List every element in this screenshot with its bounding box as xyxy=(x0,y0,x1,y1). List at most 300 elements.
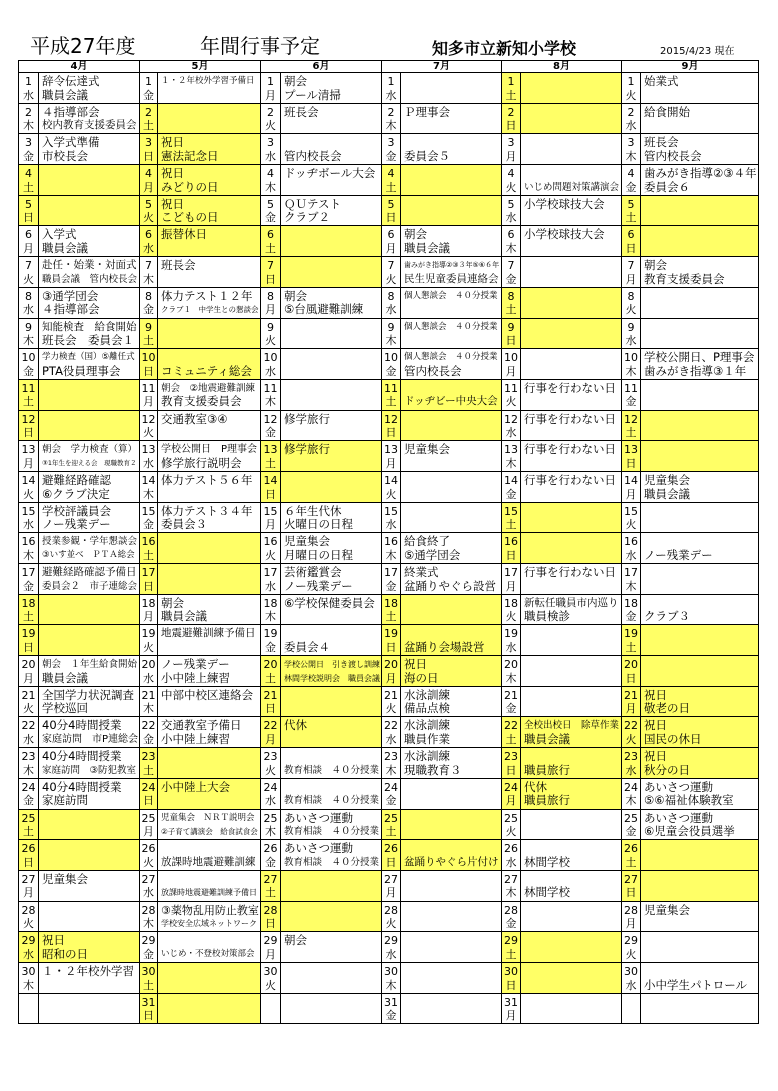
event-line-2: 教育支援委員会 xyxy=(161,395,242,409)
day-cell xyxy=(140,134,158,165)
event-line-1 xyxy=(524,750,620,764)
day-number: 5 xyxy=(25,197,32,211)
day-number: 3 xyxy=(267,136,274,150)
event-line-2 xyxy=(161,794,259,808)
weekday: 水 xyxy=(23,88,34,102)
event-cell xyxy=(401,104,502,135)
event-line-1: 小中陸上大会 xyxy=(161,780,230,794)
event-line-1: 入学式 xyxy=(42,228,77,242)
day-number: 2 xyxy=(145,105,152,119)
day-number: 3 xyxy=(507,136,515,150)
day-number: 15 xyxy=(141,504,156,518)
weekday: 土 xyxy=(625,211,637,225)
event-cell xyxy=(641,73,759,104)
day-number: 27 xyxy=(504,872,518,886)
event-cell xyxy=(641,288,759,319)
event-line-1: ６年生代休 xyxy=(284,504,342,518)
weekday: 土 xyxy=(505,947,517,961)
day-number: 11 xyxy=(384,381,398,395)
weekday: 日 xyxy=(385,640,397,654)
event-line-2: ②子育て講演会 給食試食会 xyxy=(161,827,258,837)
event-line-1 xyxy=(42,167,138,181)
day-cell xyxy=(382,656,401,687)
weekday: 金 xyxy=(23,364,34,378)
event-cell xyxy=(641,319,759,350)
day-number: 19 xyxy=(384,627,398,641)
day-number: 23 xyxy=(384,750,398,764)
event-line-1 xyxy=(284,689,380,703)
event-line-2 xyxy=(404,979,500,993)
day-cell xyxy=(19,625,39,656)
event-cell xyxy=(521,319,622,350)
weekday: 火 xyxy=(625,303,637,317)
weekday: 火 xyxy=(143,640,154,654)
event-line-1 xyxy=(404,474,500,488)
weekday: 日 xyxy=(505,763,517,777)
event-line-2: 教育支援委員会 xyxy=(644,272,725,286)
event-line-2 xyxy=(284,119,380,133)
event-cell xyxy=(401,840,502,871)
event-line-2 xyxy=(524,89,620,103)
day-cell xyxy=(382,104,401,135)
event-line-2 xyxy=(524,211,620,225)
event-line-2 xyxy=(42,825,138,839)
weekday: 木 xyxy=(625,794,637,808)
weekday: 火 xyxy=(385,487,397,501)
day-cell xyxy=(622,656,641,687)
day-cell xyxy=(19,288,39,319)
event-line-2 xyxy=(404,89,500,103)
event-line-2: 職員旅行 xyxy=(524,794,570,808)
day-cell xyxy=(19,595,39,626)
event-line-2: ノー残業デー xyxy=(42,518,111,532)
day-cell xyxy=(19,533,39,564)
event-cell xyxy=(39,779,140,810)
event-line-2: 火曜日の日程 xyxy=(284,518,353,532)
event-cell xyxy=(39,411,140,442)
event-cell xyxy=(281,687,382,718)
event-line-2 xyxy=(404,334,500,348)
weekday xyxy=(261,1009,280,1023)
day-cell xyxy=(382,134,401,165)
event-line-1 xyxy=(644,842,757,856)
event-line-2: 小中陸上練習 xyxy=(161,671,230,685)
event-cell xyxy=(401,503,502,534)
event-line-1 xyxy=(524,996,620,1010)
event-cell xyxy=(158,441,261,472)
day-number: 28 xyxy=(141,903,156,917)
event-line-2 xyxy=(284,242,380,256)
day-number: 18 xyxy=(504,596,518,610)
event-line-2: 学校安全広域ネットワーク xyxy=(161,919,257,929)
day-number: 8 xyxy=(25,289,32,303)
event-line-2 xyxy=(284,610,380,624)
day-number: 24 xyxy=(504,780,518,794)
day-number: 22 xyxy=(263,719,278,733)
event-line-1: 終業式 xyxy=(404,566,439,579)
day-number: 14 xyxy=(141,473,156,487)
day-cell xyxy=(622,165,641,196)
day-cell xyxy=(140,349,158,380)
event-cell xyxy=(158,134,261,165)
weekday: 水 xyxy=(265,579,276,593)
event-line-2: 職員会議 xyxy=(42,88,88,102)
event-line-1: 振替休日 xyxy=(161,228,207,242)
day-cell xyxy=(261,932,281,963)
weekday: 金 xyxy=(143,947,154,961)
day-number: 13 xyxy=(624,443,638,457)
event-line-1: 水泳訓練 xyxy=(404,688,450,702)
event-line-2: 職員会議 xyxy=(404,242,450,256)
day-cell xyxy=(261,687,281,718)
weekday: 木 xyxy=(385,548,397,562)
day-number: 7 xyxy=(267,259,274,273)
event-line-2: コミュニティ総会 xyxy=(161,364,252,378)
weekday: 金 xyxy=(265,855,276,869)
weekday: 金 xyxy=(143,88,154,102)
day-cell xyxy=(19,472,39,503)
event-line-2 xyxy=(644,89,757,103)
weekday: 木 xyxy=(143,702,154,716)
event-cell xyxy=(281,963,382,994)
weekday: 水 xyxy=(143,671,154,685)
event-line-2 xyxy=(404,119,500,133)
event-line-2: 職員会議 管内校長会 xyxy=(42,273,138,285)
event-line-1 xyxy=(42,382,138,396)
weekday: 金 xyxy=(505,487,517,501)
day-cell xyxy=(622,564,641,595)
weekday: 月 xyxy=(505,794,517,808)
weekday: 水 xyxy=(143,456,154,470)
event-line-2: 教育相談 ４０分授業 xyxy=(284,764,380,776)
day-cell xyxy=(261,779,281,810)
weekday: 月 xyxy=(505,1009,517,1023)
event-line-1: ③通学団会 xyxy=(42,289,99,303)
event-cell xyxy=(521,871,622,902)
event-line-2: 林間学校 xyxy=(524,886,570,900)
event-line-1: 小学校球技大会 xyxy=(524,228,605,242)
weekday: 水 xyxy=(385,947,397,961)
event-line-2 xyxy=(404,181,500,195)
day-cell xyxy=(19,441,39,472)
day-cell xyxy=(502,196,521,227)
annual-schedule-table xyxy=(18,60,759,1024)
day-cell xyxy=(622,779,641,810)
day-number: 12 xyxy=(141,412,156,426)
weekday: 日 xyxy=(385,855,397,869)
event-line-1 xyxy=(161,351,259,365)
event-cell xyxy=(401,810,502,841)
weekday: 金 xyxy=(625,180,637,194)
event-line-2: 委員会４ xyxy=(284,640,330,654)
event-line-2 xyxy=(524,979,620,993)
event-cell xyxy=(521,196,622,227)
day-number: 14 xyxy=(263,473,278,487)
event-line-1 xyxy=(644,228,757,242)
event-line-1 xyxy=(404,781,500,795)
event-line-2: クラブ２ xyxy=(284,211,330,225)
event-cell xyxy=(641,165,759,196)
weekday: 水 xyxy=(625,763,637,777)
month-header: 6月 xyxy=(261,61,382,73)
event-line-1: 朝会 xyxy=(284,934,307,948)
weekday: 日 xyxy=(385,426,397,440)
day-number: 2 xyxy=(387,105,395,119)
event-cell xyxy=(521,411,622,442)
event-line-2 xyxy=(404,948,500,962)
day-number: 21 xyxy=(141,688,156,702)
day-cell xyxy=(502,779,521,810)
day-cell xyxy=(19,411,39,442)
day-number: 6 xyxy=(25,228,32,242)
event-line-1: 地震避難訓練予備日 xyxy=(161,627,256,640)
day-cell xyxy=(140,104,158,135)
day-cell xyxy=(502,871,521,902)
event-line-1 xyxy=(524,904,620,918)
event-line-1: 朝会 xyxy=(161,596,184,610)
event-line-1: 辞令伝達式 xyxy=(42,75,100,88)
weekday: 土 xyxy=(625,426,637,440)
day-number: 16 xyxy=(384,535,398,549)
event-line-1 xyxy=(524,842,620,856)
event-line-2 xyxy=(161,641,259,655)
event-cell xyxy=(39,472,140,503)
event-line-1 xyxy=(524,75,620,89)
weekday: 日 xyxy=(505,119,517,133)
event-line-1 xyxy=(404,136,500,150)
day-number xyxy=(622,996,640,1010)
event-cell xyxy=(521,288,622,319)
event-line-1 xyxy=(644,627,757,641)
day-cell xyxy=(502,503,521,534)
event-line-2 xyxy=(524,702,620,716)
event-line-2: 職員旅行 xyxy=(524,763,570,777)
event-cell xyxy=(521,625,622,656)
event-line-2 xyxy=(644,886,757,900)
weekday: 火 xyxy=(265,334,276,348)
weekday: 金 xyxy=(625,395,637,409)
weekday: 火 xyxy=(143,211,154,225)
weekday: 土 xyxy=(385,395,397,409)
event-cell xyxy=(39,503,140,534)
event-line-2 xyxy=(404,794,500,808)
event-line-2: 教育相談 ４０分授業 xyxy=(284,856,380,868)
day-cell xyxy=(382,257,401,288)
event-cell xyxy=(158,810,261,841)
day-cell xyxy=(502,932,521,963)
day-cell xyxy=(140,963,158,994)
day-number: 22 xyxy=(141,719,156,733)
event-cell xyxy=(401,932,502,963)
event-cell xyxy=(521,840,622,871)
day-cell xyxy=(140,472,158,503)
event-line-2 xyxy=(524,672,620,686)
event-cell xyxy=(401,533,502,564)
event-line-1: 水泳訓練 xyxy=(404,750,450,764)
event-line-1: 祝日 xyxy=(161,167,184,181)
event-line-2: みどりの日 xyxy=(161,180,219,194)
day-cell xyxy=(382,871,401,902)
event-line-1 xyxy=(161,873,259,887)
event-line-2: 憲法記念日 xyxy=(161,149,219,163)
event-line-1 xyxy=(284,965,380,979)
event-line-2 xyxy=(42,395,138,409)
event-cell xyxy=(39,288,140,319)
day-number: 15 xyxy=(21,504,36,518)
event-line-2: 備品点検 xyxy=(404,702,450,716)
event-line-2 xyxy=(42,886,138,900)
event-line-1 xyxy=(644,505,757,519)
event-line-2 xyxy=(644,395,757,409)
day-number: 17 xyxy=(384,566,398,579)
event-line-1: 40分4時間授業 xyxy=(42,719,122,733)
weekday: 火 xyxy=(265,763,276,777)
day-cell xyxy=(382,411,401,442)
day-cell xyxy=(382,288,401,319)
event-cell xyxy=(39,994,140,1025)
event-line-2: 林間学校 xyxy=(524,855,570,869)
day-number: 10 xyxy=(624,351,638,365)
weekday: 土 xyxy=(505,518,517,532)
weekday: 土 xyxy=(265,671,276,685)
event-cell xyxy=(39,932,140,963)
day-cell xyxy=(19,165,39,196)
event-line-1 xyxy=(644,658,757,672)
day-number: 18 xyxy=(21,596,36,610)
weekday: 土 xyxy=(23,395,34,409)
day-number: 5 xyxy=(267,197,274,211)
event-line-2: 校内教育支援委員会 xyxy=(42,119,137,132)
event-line-2 xyxy=(284,273,380,287)
event-cell xyxy=(281,165,382,196)
day-cell xyxy=(382,595,401,626)
event-line-2: 市校長会 xyxy=(42,149,88,163)
weekday: 土 xyxy=(265,886,276,900)
event-line-2: 国民の休日 xyxy=(644,733,702,747)
event-line-1: 避難経路確認 xyxy=(42,473,111,487)
weekday: 木 xyxy=(143,272,154,286)
event-line-2 xyxy=(161,580,259,594)
day-number: 23 xyxy=(21,750,36,764)
day-cell xyxy=(502,165,521,196)
event-cell xyxy=(401,73,502,104)
event-line-1 xyxy=(404,167,500,181)
event-cell xyxy=(641,595,759,626)
event-line-2 xyxy=(644,211,757,225)
weekday: 水 xyxy=(23,303,34,317)
event-cell xyxy=(401,564,502,595)
day-number: 27 xyxy=(263,872,278,886)
weekday: 日 xyxy=(505,548,517,562)
event-cell xyxy=(641,656,759,687)
event-line-2 xyxy=(524,273,620,287)
day-cell xyxy=(502,288,521,319)
event-line-1: 朝会 xyxy=(284,75,307,88)
event-cell xyxy=(521,779,622,810)
day-cell xyxy=(140,656,158,687)
month-header: 9月 xyxy=(622,61,759,73)
day-cell xyxy=(261,533,281,564)
event-line-2 xyxy=(644,580,757,594)
event-line-1 xyxy=(404,996,500,1010)
day-number: 11 xyxy=(263,381,278,395)
event-line-1: 避難経路確認予備日 xyxy=(42,566,137,578)
event-line-1: 班長会 xyxy=(284,105,319,119)
event-line-2 xyxy=(644,119,757,133)
event-line-2 xyxy=(524,242,620,256)
day-number: 29 xyxy=(141,934,156,948)
weekday: 月 xyxy=(143,180,154,194)
event-cell xyxy=(281,595,382,626)
event-line-2: 職員会議 xyxy=(524,733,570,747)
day-cell xyxy=(382,717,401,748)
event-line-1: 修学旅行 xyxy=(284,443,330,457)
event-line-2 xyxy=(644,641,757,655)
day-number: 11 xyxy=(504,381,518,395)
weekday: 月 xyxy=(23,242,34,256)
weekday: 月 xyxy=(265,303,276,317)
event-line-2 xyxy=(42,426,138,440)
day-number: 23 xyxy=(141,750,156,764)
weekday: 火 xyxy=(385,917,397,931)
event-cell xyxy=(641,564,759,595)
weekday: 土 xyxy=(23,180,34,194)
event-cell xyxy=(641,625,759,656)
day-cell xyxy=(502,564,521,595)
event-cell xyxy=(39,871,140,902)
day-number: 24 xyxy=(624,780,638,794)
event-cell xyxy=(158,226,261,257)
day-cell xyxy=(502,349,521,380)
day-number: 23 xyxy=(624,750,638,764)
event-line-2 xyxy=(284,488,380,502)
weekday: 土 xyxy=(625,855,637,869)
event-line-1: ＱＵテスト xyxy=(284,197,342,211)
event-line-1 xyxy=(404,873,500,887)
event-line-1: 知能検査 給食開始 xyxy=(42,320,137,333)
event-line-1 xyxy=(284,750,380,764)
event-cell xyxy=(521,717,622,748)
day-number: 9 xyxy=(25,320,32,334)
event-line-1 xyxy=(161,535,259,549)
day-cell xyxy=(19,902,39,933)
event-cell xyxy=(158,165,261,196)
weekday: 月 xyxy=(265,733,276,747)
event-line-2 xyxy=(524,1009,620,1023)
day-number: 2 xyxy=(25,105,32,119)
day-cell xyxy=(502,717,521,748)
event-cell xyxy=(281,349,382,380)
day-cell xyxy=(140,441,158,472)
event-cell xyxy=(281,319,382,350)
event-cell xyxy=(521,902,622,933)
event-line-2: 盆踊り会場設営 xyxy=(404,640,485,654)
event-line-1 xyxy=(524,351,620,365)
day-cell xyxy=(140,748,158,779)
event-line-2: 修学旅行説明会 xyxy=(161,456,242,470)
day-cell xyxy=(19,810,39,841)
event-line-2 xyxy=(284,334,380,348)
event-cell xyxy=(39,840,140,871)
event-cell xyxy=(521,104,622,135)
day-number: 2 xyxy=(267,105,274,119)
event-cell xyxy=(641,134,759,165)
event-line-1 xyxy=(524,259,620,273)
day-number: 5 xyxy=(507,197,515,211)
weekday: 木 xyxy=(143,487,154,501)
event-line-2: 班長会 委員会１ xyxy=(42,334,134,348)
weekday: 日 xyxy=(625,886,637,900)
